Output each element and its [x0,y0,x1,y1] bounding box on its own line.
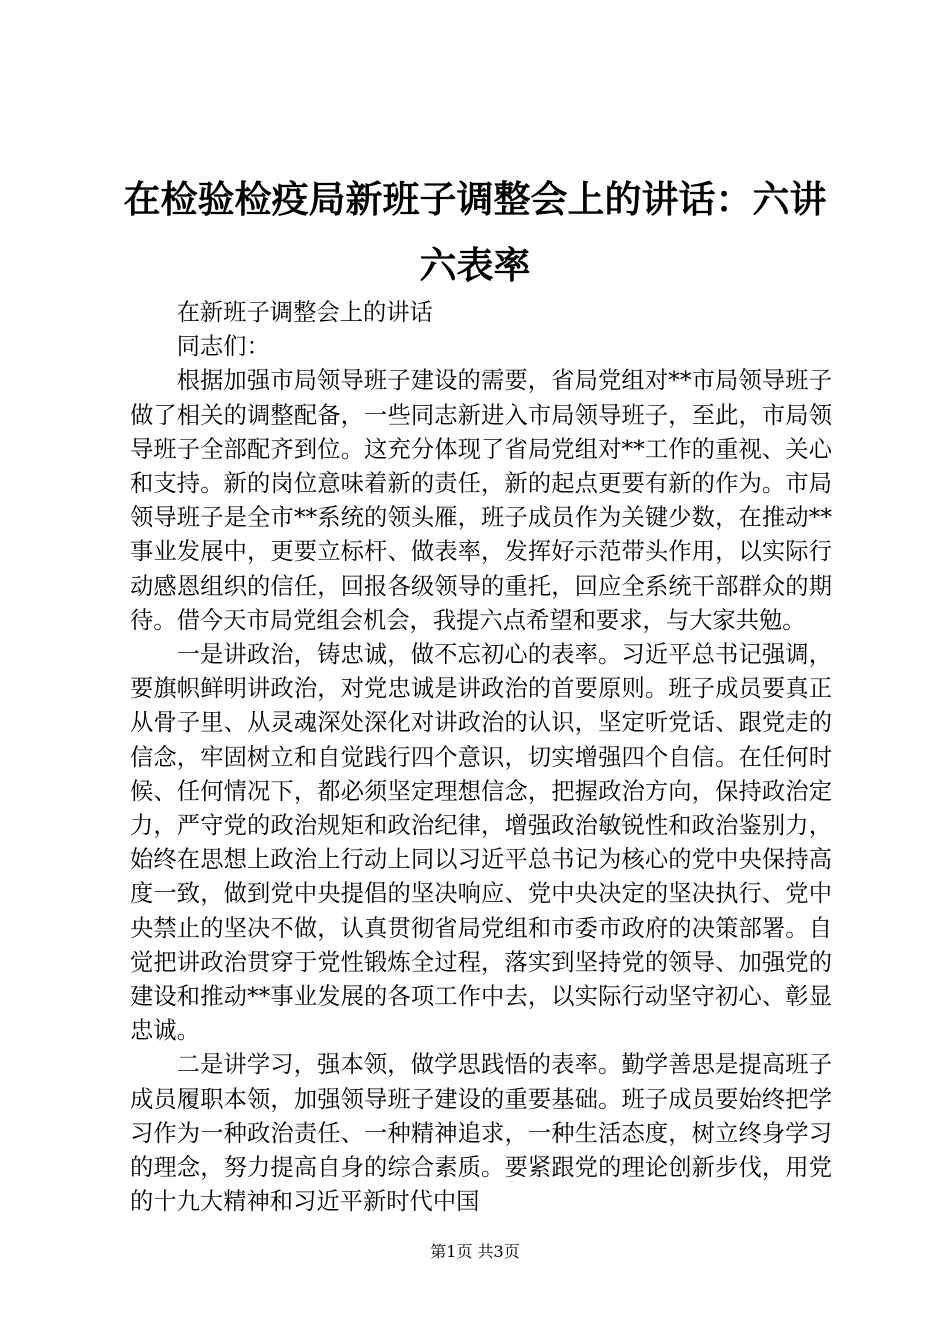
paragraph-subtitle: 在新班子调整会上的讲话 [176,299,433,326]
document-body [130,296,832,1219]
paragraph-intro: 根据加强市局领导班子建设的需要，省局党组对**市局领导班子做了相关的调整配备，一些同志新进入市局领导班子，至此，市局领导班子全部配齐到位。这充分体现了省局党组对**工作的重视、关心和支持。新的岗位意味着新的责任，新的起点更要有新的作为。市局领导班子是全市**系统的领头雁，班子成员作为关键少数，在推动**事业发展中，更要立标杆、做表率，发挥好示范带头作用，以实际行动感恩组织的信任，回报各级领导的重托，回应全系统干部群众的期待。借今天市局党组会机会，我提六点希望和要求，与大家共勉。 [130,367,832,634]
document-title: 在检验检疫局新班子调整会上的讲话：六讲六表率 [123,177,827,287]
paragraph-salutation: 同志们： [176,333,270,361]
page-number-footer: 第1页 共3页 [430,1242,520,1261]
paragraph-point-two: 二是讲学习，强本领，做学思践悟的表率。勤学善思是提高班子成员履职本领，加强领导班子建设的重要基础。班子成员要始终把学习作为一种政治责任、一种精神追求，一种生活态度，树立终身学习的理念，努力提高自身的综合素质。要紧跟党的理论创新步伐，用党的十九大精神和习近平新时代中国 [130,1051,832,1216]
paragraph-point-one: 一是讲政治，铸忠诚，做不忘初心的表率。习近平总书记强调，要旗帜鲜明讲政治，对党忠诚是讲政治的首要原则。班子成员要真正从骨子里、从灵魂深处深化对讲政治的认识，坚定听党话、跟党走的信念，牢固树立和自觉践行四个意识，切实增强四个自信。在任何时候、任何情况下，都必须坚定理想信念，把握政治方向，保持政治定力，严守党的政治规矩和政治纪律，增强政治敏锐性和政治鉴别力，始终在思想上政治上行动上同以习近平总书记为核心的党中央保持高度一致，做到党中央提倡的坚决响应、党中央决定的坚决执行、党中央禁止的坚决不做，认真贯彻省局党组和市委市政府的决策部署。自觉把讲政治贯穿于党性锻炼全过程，落实到坚持党的领导、加强党的建设和推动**事业发展的各项工作中去，以实际行动坚守初心、彰显忠诚。 [130,641,832,1045]
